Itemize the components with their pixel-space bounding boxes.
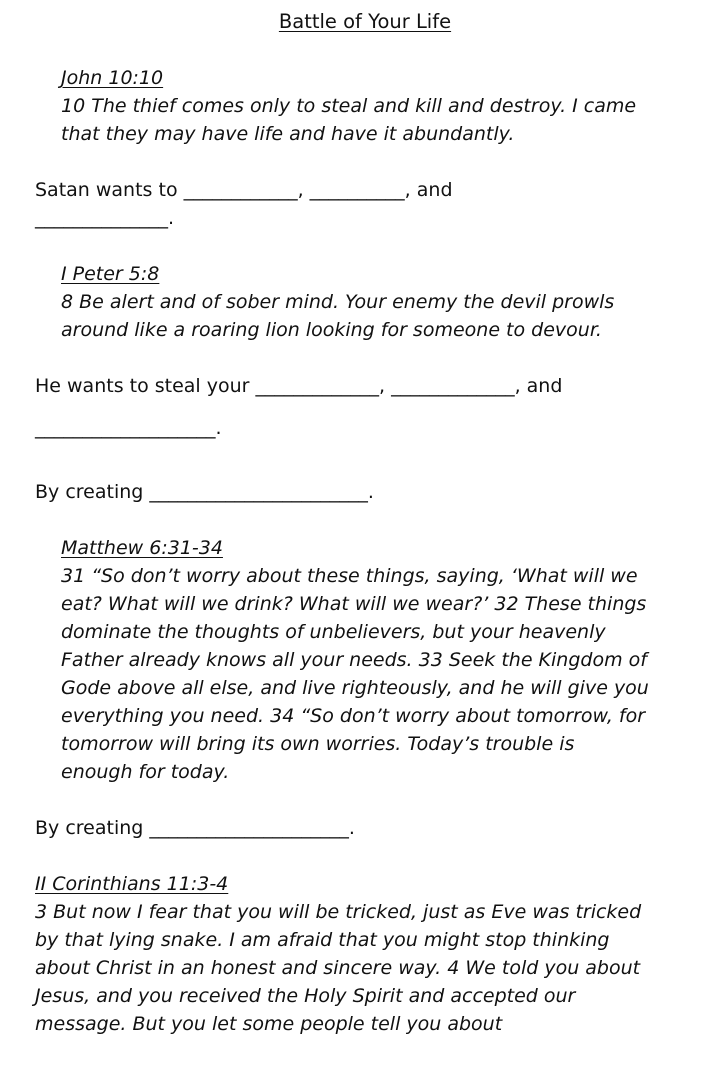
- verse-line: enough for today.: [61, 761, 230, 783]
- scripture-reference-matthew: Matthew 6:31-34: [61, 537, 223, 559]
- fill-in-blank-creating-2: By creating _____________________.: [35, 817, 355, 839]
- verse-line: that they may have life and have it abundantly.: [61, 123, 515, 145]
- verse-line: dominate the thoughts of unbelievers, but your heavenly: [61, 621, 606, 643]
- verse-line: by that lying snake. I am afraid that you might stop thinking: [35, 929, 610, 951]
- verse-line: 31 “So don’t worry about these things, saying, ‘What will we: [61, 565, 638, 587]
- verse-line: Jesus, and you received the Holy Spirit and accepted our: [35, 985, 576, 1007]
- scripture-reference-john: John 10:10: [61, 67, 164, 89]
- verse-line: 3 But now I fear that you will be tricked, just as Eve was tricked: [35, 901, 642, 923]
- verse-line: around like a roaring lion looking for someone to devour.: [61, 319, 602, 341]
- verse-line: tomorrow will bring its own worries. Today’s trouble is: [61, 733, 575, 755]
- verse-line: eat? What will we drink? What will we wear?’ 32 These things: [61, 593, 647, 615]
- verse-line: 10 The thief comes only to steal and kill and destroy. I came: [61, 95, 637, 117]
- fill-in-blank-creating-1: By creating _______________________.: [35, 481, 374, 503]
- verse-line: 8 Be alert and of sober mind. Your enemy the devil prowls: [61, 291, 615, 313]
- page-title: Battle of Your Life: [278, 10, 452, 33]
- verse-line: Father already knows all your needs. 33 Seek the Kingdom of: [61, 649, 647, 671]
- scripture-reference-peter: I Peter 5:8: [61, 263, 160, 285]
- verse-line: Gode above all else, and live righteously, and he will give you: [61, 677, 649, 699]
- verse-line: message. But you let some people tell you about: [35, 1013, 503, 1035]
- fill-in-blank-steal: He wants to steal your _____________, _____________, and: [35, 375, 563, 397]
- fill-in-blank-satan-cont: ______________.: [35, 207, 175, 229]
- fill-in-blank-steal-cont: ___________________.: [35, 417, 222, 439]
- verse-line: everything you need. 34 “So don’t worry about tomorrow, for: [61, 705, 646, 727]
- fill-in-blank-satan: Satan wants to ____________, __________, and: [35, 179, 453, 201]
- verse-line: about Christ in an honest and sincere way. 4 We told you about: [35, 957, 641, 979]
- scripture-reference-corinthians: II Corinthians 11:3-4: [35, 873, 229, 895]
